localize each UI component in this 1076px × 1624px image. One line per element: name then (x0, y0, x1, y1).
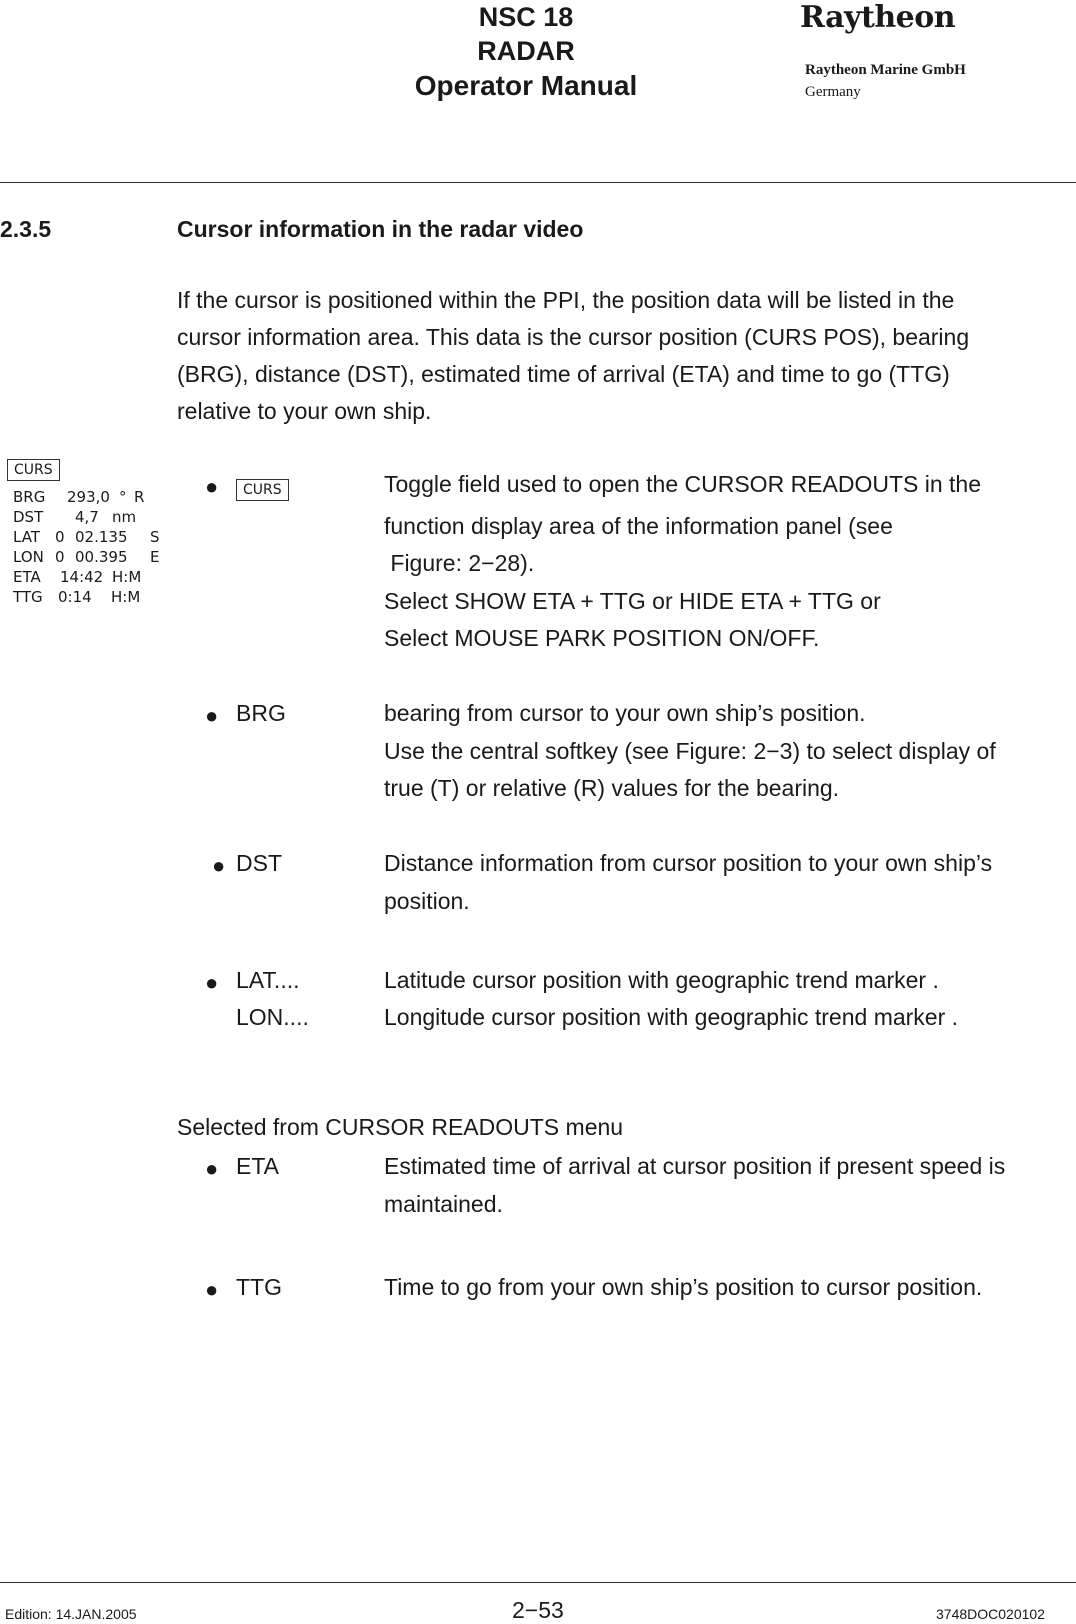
readout-value: 0:14 (58, 588, 92, 606)
readout-label: ETA (13, 568, 41, 586)
bullet-icon: ● (205, 970, 219, 995)
curs-toggle-softkey[interactable]: CURS (236, 479, 289, 501)
dst-term: DST (236, 850, 282, 876)
bullet-icon: ● (205, 1277, 219, 1302)
lat-description: Latitude cursor position with geographic trend marker . (384, 967, 939, 993)
company-country: Germany (805, 84, 861, 100)
dst-description-line: Distance information from cursor position to your own ship’s (384, 850, 993, 876)
readout-row-lon (13, 548, 173, 568)
eta-description-line: Estimated time of arrival at cursor position if present speed is (384, 1153, 1006, 1179)
page-number: 2−53 (512, 1597, 564, 1623)
bullet-icon: ● (205, 1156, 219, 1181)
bullet-icon: ● (205, 703, 219, 728)
readout-label: BRG (13, 488, 46, 506)
readout-degrees: 0 (55, 528, 65, 546)
company-name: Raytheon Marine GmbH (805, 62, 966, 78)
eta-description-line: maintained. (384, 1190, 503, 1217)
readout-label: TTG (13, 588, 43, 606)
bullet-icon: ● (205, 474, 219, 499)
readout-unit: nm (112, 508, 137, 526)
readout-row-eta (13, 568, 173, 588)
lat-term: LAT.... (236, 967, 300, 993)
readout-value: 00.395 (75, 548, 128, 566)
readout-degrees: 0 (55, 548, 65, 566)
section-intro (177, 282, 1057, 430)
ttg-term: TTG (236, 1274, 282, 1300)
readout-value: 14:42 (60, 568, 104, 586)
readout-flag: R (134, 488, 145, 506)
dst-description-line: position. (384, 887, 470, 914)
lon-description: Longitude cursor position with geographic trend marker . (384, 1004, 959, 1030)
readout-row-ttg (13, 588, 173, 608)
section-number: 2.3.5 (0, 216, 52, 242)
intro-line: cursor information area. This data is the cursor position (CURS POS), bearing (177, 324, 970, 350)
ttg-description: Time to go from your own ship’s position to cursor position. (384, 1274, 983, 1300)
cursor-readouts-menu-heading: Selected from CURSOR READOUTS menu (177, 1114, 624, 1140)
readout-value: 293,0 (67, 488, 110, 506)
readout-label: LAT (13, 528, 40, 546)
curs-description-line: Toggle field used to open the CURSOR READOUTS in the (384, 471, 982, 497)
curs-description (384, 466, 1074, 658)
intro-line: (BRG), distance (DST), estimated time of arrival (ETA) and time to go (TTG) (177, 361, 950, 387)
readout-unit: H:M (112, 568, 142, 586)
manual-product-title: NSC 18 (478, 2, 574, 32)
intro-line: relative to your own ship. (177, 398, 432, 424)
curs-description-line: Select MOUSE PARK POSITION ON/OFF. (384, 625, 820, 651)
dst-description (384, 845, 1074, 920)
curs-description-line: Select SHOW ETA + TTG or HIDE ETA + TTG or (384, 587, 881, 614)
readout-trend-marker: E (150, 548, 160, 566)
raytheon-logo: Raytheon (800, 0, 956, 35)
bullet-icon: ● (212, 853, 226, 878)
brg-description-line: Use the central softkey (see Figure: 2−3) to select display of (384, 737, 996, 764)
eta-description (384, 1148, 1074, 1223)
manual-document-title: Operator Manual (414, 70, 638, 101)
intro-line: If the cursor is positioned within the PPI, the position data will be listed in the (177, 287, 955, 313)
readout-trend-marker: S (150, 528, 160, 546)
cursor-readout-panel (13, 488, 173, 604)
curs-readout-softkey[interactable]: CURS (7, 459, 60, 481)
edition-date: Edition: 14.JAN.2005 (5, 1606, 137, 1622)
curs-description-line: function display area of the information panel (see (384, 512, 893, 539)
readout-value: 4,7 (75, 508, 99, 526)
footer-divider (0, 1582, 1076, 1583)
manual-product-type: RADAR (477, 36, 575, 66)
brg-description-line: true (T) or relative (R) values for the bearing. (384, 775, 840, 801)
readout-row-dst (13, 508, 173, 528)
lon-term: LON.... (236, 1004, 309, 1030)
readout-row-lat (13, 528, 173, 548)
readout-unit: H:M (111, 588, 141, 606)
readout-label: DST (13, 508, 44, 526)
brg-description-line: bearing from cursor to your own ship’s position. (384, 700, 866, 726)
readout-row-brg (13, 488, 173, 508)
eta-term: ETA (236, 1153, 280, 1179)
document-id: 3748DOC020102 (936, 1606, 1045, 1622)
readout-label: LON (13, 548, 44, 566)
readout-value: 02.135 (75, 528, 128, 546)
section-title: Cursor information in the radar video (177, 216, 584, 242)
header-divider (0, 182, 1076, 183)
readout-unit: ° (119, 488, 127, 506)
brg-description (384, 695, 1074, 808)
curs-description-line: Figure: 2−28). (384, 550, 535, 576)
brg-term: BRG (236, 700, 286, 726)
